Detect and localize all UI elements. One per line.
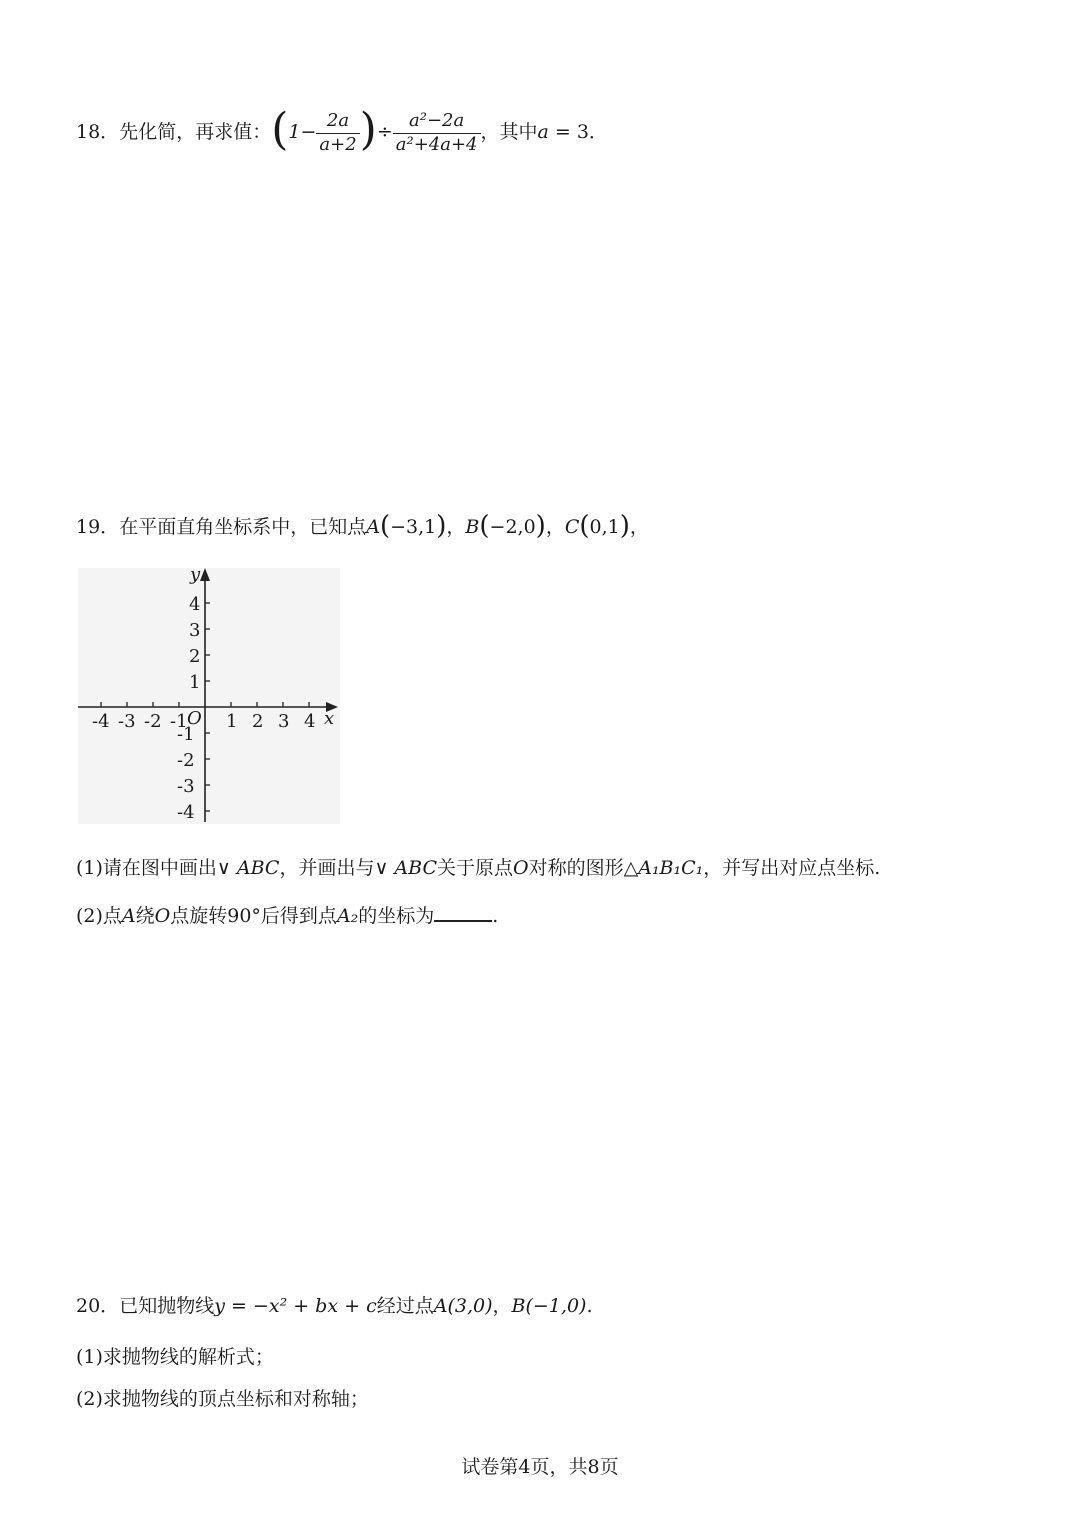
left-paren: ( (271, 104, 289, 155)
end-punct: . (586, 1295, 593, 1317)
part-1-text: 关于原点 (437, 857, 514, 879)
variable: a (537, 121, 549, 143)
y-tick-label: -1 (177, 724, 195, 745)
question-number: 19． (76, 516, 120, 538)
page-footer: 试卷第4页，共8页 (461, 1456, 619, 1478)
paren-close: ) (619, 511, 630, 541)
paren-open: ( (379, 511, 391, 541)
origin-o: O (154, 905, 171, 927)
y-tick-label: -3 (177, 776, 195, 797)
end-punct: ， (629, 516, 649, 538)
answer-blank[interactable] (434, 902, 492, 922)
question-intro: 已知抛物线 (119, 1295, 215, 1317)
point-b: B(−1,0) (511, 1295, 587, 1317)
triangle-abc: ∨ ABC (216, 857, 280, 879)
one-minus: 1− (288, 121, 317, 143)
question-intro: 先化简，再求值： (119, 121, 272, 143)
x-tick-label: 1 (226, 711, 238, 732)
point-a: A(3,0) (433, 1295, 493, 1317)
y-tick-label: 3 (189, 620, 201, 641)
x-tick-label: 3 (278, 711, 290, 732)
y-tick-label: 4 (189, 594, 201, 615)
x-tick-label: 4 (304, 711, 316, 732)
fraction-1-denominator: a+2 (319, 133, 357, 155)
parabola-equation: y = −x² + bx + c (214, 1295, 377, 1317)
divide-sign: ÷ (376, 121, 393, 143)
separator: ， (446, 516, 466, 538)
question-19-part-2 (76, 900, 498, 932)
question-20 (76, 1290, 593, 1322)
origin-o: O (513, 857, 529, 879)
part-2-prefix: (2)点 (76, 905, 122, 927)
question-number: 20． (76, 1295, 120, 1317)
part-2-text: 点旋转90°后得到点 (170, 905, 337, 927)
part-1-prefix: (1)请在图中画出 (76, 857, 217, 879)
separator: ， (492, 1295, 512, 1317)
question-19-part-1 (76, 852, 880, 884)
x-tick-label: -1 (170, 711, 188, 732)
point-b-coord: −2,0 (489, 516, 536, 538)
question-20-part-1: (1)求抛物线的解析式； (76, 1346, 274, 1368)
y-tick-label: -4 (177, 802, 195, 823)
paren-close: ) (436, 511, 447, 541)
question-20-part-2: (2)求抛物线的顶点坐标和对称轴； (76, 1388, 369, 1410)
question-text: 经过点 (376, 1295, 434, 1317)
separator: ， (545, 516, 565, 538)
end-punct: . (492, 905, 499, 927)
x-axis-label: x (324, 708, 335, 729)
question-intro: 在平面直角坐标系中，已知点 (119, 516, 367, 538)
point-a: A (121, 905, 136, 927)
point-c-coord: 0,1 (589, 516, 620, 538)
part-1-text: ，并画出与 (279, 857, 375, 879)
part-1-suffix: ，并写出对应点坐标. (703, 857, 881, 879)
x-tick-label: -4 (92, 711, 110, 732)
x-tick-label: 2 (252, 711, 264, 732)
triangle-abc: ∨ ABC (374, 857, 437, 879)
point-a-name: A (366, 516, 380, 538)
part-2-suffix: 的坐标为 (358, 905, 435, 927)
y-tick-label: 2 (189, 646, 201, 667)
x-tick-label: -2 (144, 711, 162, 732)
paren-open: ( (579, 511, 590, 541)
part-1-text: 对称的图形 (528, 857, 624, 879)
origin-label: O (187, 708, 202, 729)
right-paren: ) (359, 104, 377, 155)
question-tail: ，其中 (480, 121, 538, 143)
y-axis-arrow (200, 568, 210, 581)
point-a-coord: −3,1 (390, 516, 437, 538)
fraction-2-numerator: a²−2a (393, 111, 481, 134)
point-c-name: C (564, 516, 580, 538)
value-condition: = 3． (548, 121, 608, 143)
part-2-text: 绕 (135, 905, 155, 927)
question-number: 18． (76, 121, 120, 143)
point-a2: A₂ (336, 905, 359, 927)
fraction-1-numerator: 2a (316, 111, 359, 134)
paren-close: ) (535, 511, 546, 541)
x-tick-label: -3 (118, 711, 136, 732)
y-tick-label: -2 (177, 750, 195, 771)
y-tick-label: 1 (189, 672, 201, 693)
fraction-2-denominator: a²+4a+4 (395, 133, 478, 155)
y-axis-label: y (190, 564, 201, 585)
point-b-name: B (465, 516, 480, 538)
triangle-a1b1c1: △A₁B₁C₁ (623, 857, 704, 879)
paren-open: ( (479, 511, 490, 541)
